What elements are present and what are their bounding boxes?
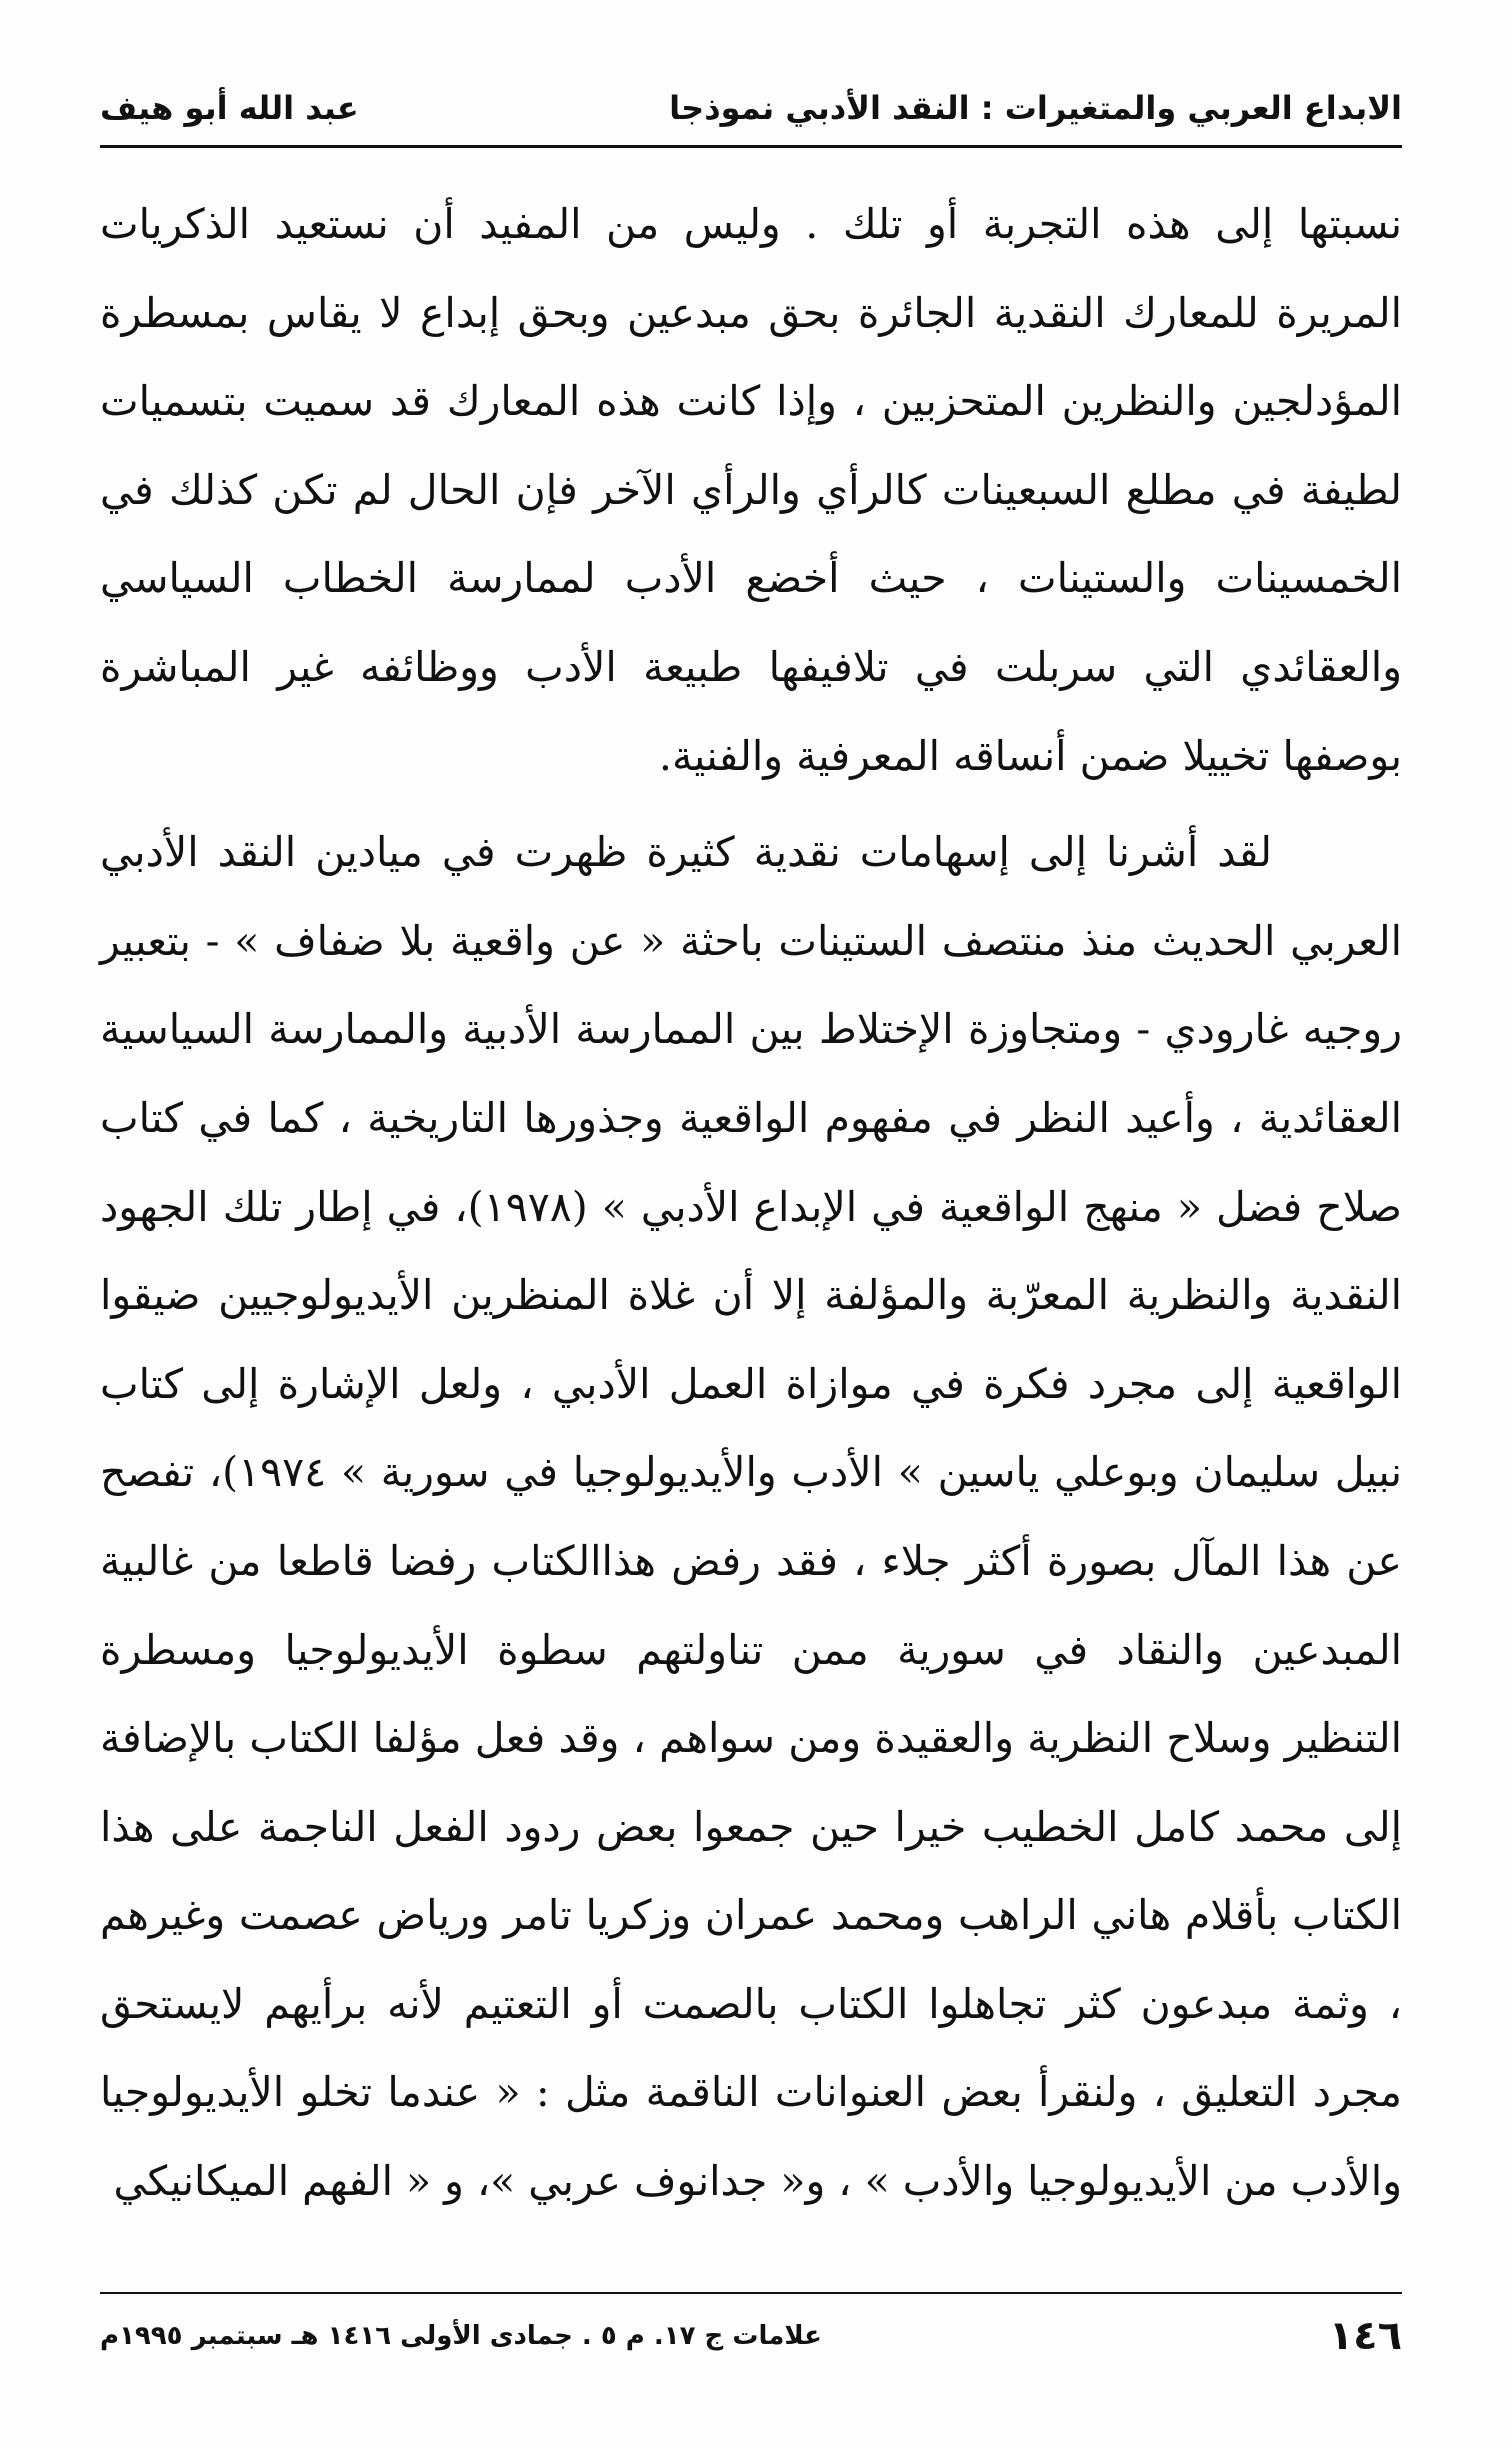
page-number: ١٤٦ — [1328, 2313, 1402, 2359]
page-footer — [100, 2306, 1402, 2366]
paragraph-1: نسبتها إلى هذه التجربة أو تلك . وليس من المفيد أن نستعيد الذكريات المريرة للمعارك النقدية الجائرة بحق مبدعين وبحق إبداع لا يقاس بمسطرة المؤدلجين والنظرين المتحزبين ، وإذا كانت هذه المعارك قد سميت بتسميات لطيفة في مطلع السبعينات كالرأي والرأي الآخر فإن الحال لم تكن كذلك في الخمسينات والستينات ، حيث أخضع الأدب لممارسة الخطاب السياسي والعقائدي التي سربلت في تلافيفها طبيعة الأدب ووظائفه غير المباشرة بوصفها تخييلا ضمن أنساقه المعرفية والفنية. — [100, 200, 1402, 780]
footer-divider — [100, 2292, 1402, 2294]
header-divider — [100, 145, 1402, 148]
article-body — [100, 180, 1402, 2226]
author-name: عبد الله أبو هيف — [100, 89, 359, 127]
paragraph-2: لقد أشرنا إلى إسهامات نقدية كثيرة ظهرت في ميادين النقد الأدبي العربي الحديث منذ منتصف الستينات باحثة « عن واقعية بلا ضفاف » - بتعبير روجيه غارودي - ومتجاوزة الإختلاط بين الممارسة الأدبية والممارسة السياسية العقائدية ، وأعيد النظر في مفهوم الواقعية وجذورها التاريخية ، كما في كتاب صلاح فضل « منهج الواقعية في الإبداع الأدبي » (١٩٧٨)، في إطار تلك الجهود النقدية والنظرية المعرّبة والمؤلفة إلا أن غلاة المنظرين الأيديولوجيين ضيقوا الواقعية إلى مجرد فكرة في موازاة العمل الأدبي ، ولعل الإشارة إلى كتاب نبيل سليمان وبوعلي ياسين » الأدب والأيديولوجيا في سورية » ١٩٧٤)، تفصح عن هذا المآل بصورة أكثر جلاء ، فقد رفض هذاالكتاب رفضا قاطعا من غالبية المبدعين والنقاد في سورية ممن تناولتهم سطوة الأيديولوجيا ومسطرة التنظير وسلاح النظرية والعقيدة ومن سواهم ، وقد فعل مؤلفا الكتاب بالإضافة إلى محمد كامل الخطيب خيرا حين جمعوا بعض ردود الفعل الناجمة على هذا الكتاب بأقلام هاني الراهب ومحمد عمران وزكريا تامر ورياض عصمت وغيرهم ، وثمة مبدعون كثر تجاهلوا الكتاب بالصمت أو التعتيم لأنه برأيهم لايستحق مجرد التعليق ، ولنقرأ بعض العنوانات الناقمة مثل : « عندما تخلو الأيديولوجيا والأدب من الأيديولوجيا والأدب » ، و« جدانوف عربي »، و « الفهم الميكانيكي — [100, 828, 1402, 2206]
journal-info: علامات ج ١٧. م ٥ . جمادى الأولى ١٤١٦ هـ سبتمبر ١٩٩٥م — [100, 2321, 822, 2351]
running-header — [100, 78, 1402, 138]
running-title: الابداع العربي والمتغيرات : النقد الأدبي نموذجا — [669, 89, 1402, 127]
